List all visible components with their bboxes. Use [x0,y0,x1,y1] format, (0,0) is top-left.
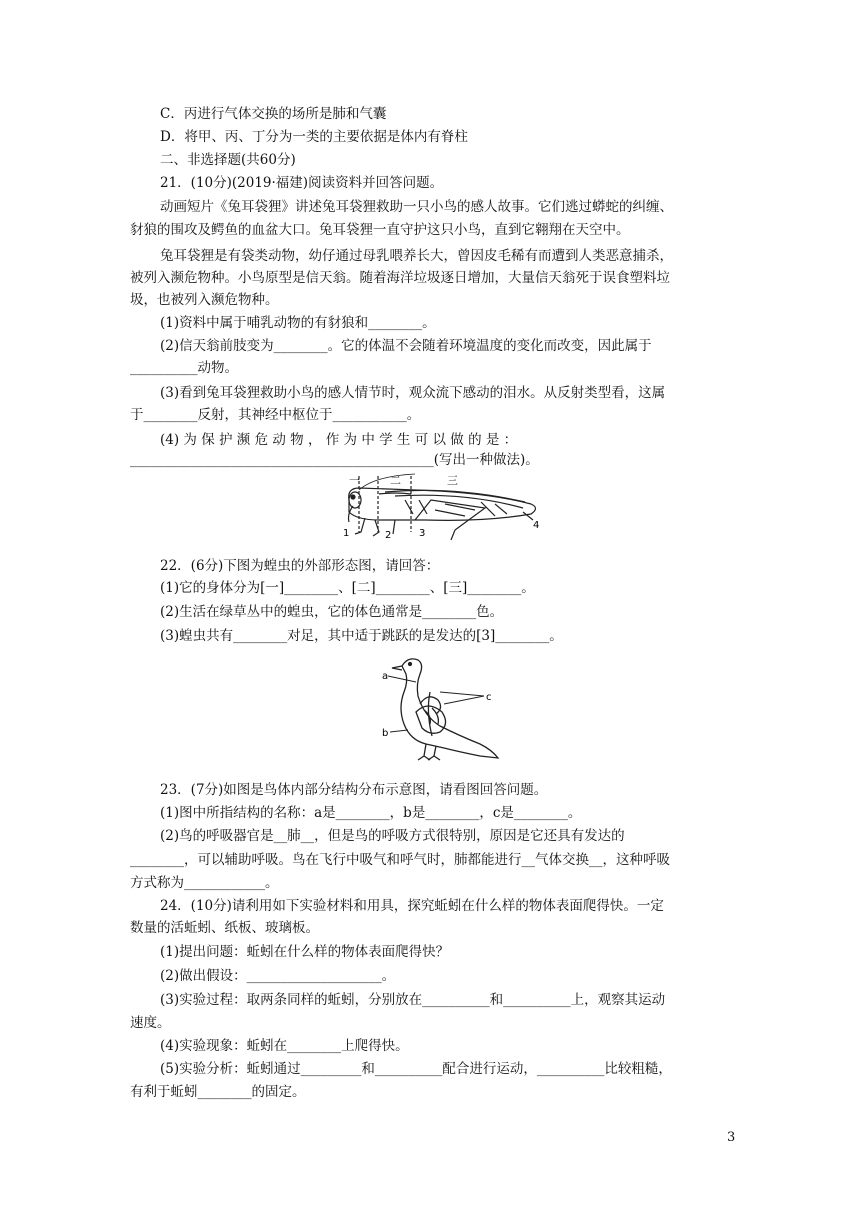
q24-sub2: (2)做出假设：____________________。 [160,968,396,984]
grasshopper-figure [335,470,545,542]
q21-sub4: _____________________________________________(写出一种做法)。 [130,452,539,468]
q22-sub1: (1)它的身体分为[一]________、[二]________、[三]________。 [160,580,535,596]
grasshopper-drawing [335,470,545,542]
q21-text: 兔耳袋狸是有袋类动物，幼仔通过母乳喂养长大，曾因皮毛稀有而遭到人类恶意捕杀， [160,248,673,264]
part-label: 2 [385,530,392,541]
part-label: 1 [343,528,350,539]
q21-heading: 21．(10分)(2019·福建)阅读资料并回答问题。 [160,175,444,191]
q24-sub5: 有利于蚯蚓________的固定。 [130,1084,306,1100]
q23-sub2: ________，可以辅助呼吸。鸟在飞行中吸气和呼气时，肺都能进行__气体交换__，这种呼吸 [130,852,670,868]
q21-sub3: 于________反射，其神经中枢位于___________。 [130,407,421,423]
part-label: 4 [533,520,540,531]
q21-sub2: __________动物。 [130,360,238,376]
q21-text: 被列入濒危物种。小鸟原型是信天翁。随着海洋垃圾逐日增加，大量信天翁死于误食塑料垃 [130,270,670,286]
q22-sub3: (3)蝗虫共有________对足，其中适于跳跃的是发达的[3]________。 [160,628,563,644]
q22-heading: 22．(6分)下图为蝗虫的外部形态图，请回答： [160,558,440,574]
section-heading: 二、非选择题(共60分) [160,152,296,168]
bird-label-c: c [486,692,492,703]
segment-label: 三 [447,474,458,487]
q21-sub4: (4) 为 保 护 濒 危 动 物 ， 作 为 中 学 生 可 以 做 的 是 ： [160,432,518,448]
option-d: D．将甲、丙、丁分为一类的主要依据是体内有脊柱 [160,129,468,145]
q24-sub1: (1)提出问题：蚯蚓在什么样的物体表面爬得快？ [160,944,450,960]
q23-sub2: (2)鸟的呼吸器官是__肺__，但是鸟的呼吸方式很特别，原因是它还具有发达的 [160,828,625,844]
q23-sub2: 方式称为____________。 [130,875,279,891]
q24-heading: 数量的活蚯蚓、纸板、玻璃板。 [130,920,319,936]
q21-sub1: (1)资料中属于哺乳动物的有豺狼和________。 [160,315,436,331]
bird-drawing [380,652,505,767]
q22-sub2: (2)生活在绿草丛中的蝗虫，它的体色通常是________色。 [160,604,504,620]
q21-text: 圾，也被列入濒危物种。 [130,292,279,308]
option-c: C．丙进行气体交换的场所是肺和气囊 [160,106,387,122]
q24-sub4: (4)实验现象：蚯蚓在________上爬得快。 [160,1038,409,1054]
q21-text: 动画短片《兔耳袋狸》讲述兔耳袋狸救助一只小鸟的感人故事。它们逃过蟒蛇的纠缠、 [160,199,673,215]
segment-label: 一 [349,474,360,487]
q21-sub2: (2)信天翁前肢变为________。它的体温不会随着环境温度的变化而改变，因此属于 [160,338,652,354]
q23-sub1: (1)图中所指结构的名称：a是________，b是________，c是________。 [160,805,582,821]
bird-label-b: b [382,728,389,739]
bird-label-a: a [382,671,389,682]
bird-figure [380,652,505,767]
q23-heading: 23．(7分)如图是鸟体内部分结构分布示意图，请看图回答问题。 [160,782,548,798]
q24-sub3: 速度。 [130,1015,171,1031]
q24-heading: 24．(10分)请利用如下实验材料和用具，探究蚯蚓在什么样的物体表面爬得快。一定 [160,898,664,914]
part-label: 3 [419,528,426,539]
q24-sub5: (5)实验分析：蚯蚓通过_________和__________配合进行运动，__________比较粗糙， [160,1061,672,1077]
q21-text: 豺狼的围攻及鳄鱼的血盆大口。兔耳袋狸一直守护这只小鸟，直到它翱翔在天空中。 [130,222,630,238]
segment-label: 二 [390,474,401,487]
q24-sub3: (3)实验过程：取两条同样的蚯蚓，分别放在__________和__________上，观察其运动 [160,992,666,1008]
page-number: 3 [727,1130,736,1145]
q21-sub3: (3)看到兔耳袋狸救助小鸟的感人情节时，观众流下感动的泪水。从反射类型看，这属 [160,385,666,401]
